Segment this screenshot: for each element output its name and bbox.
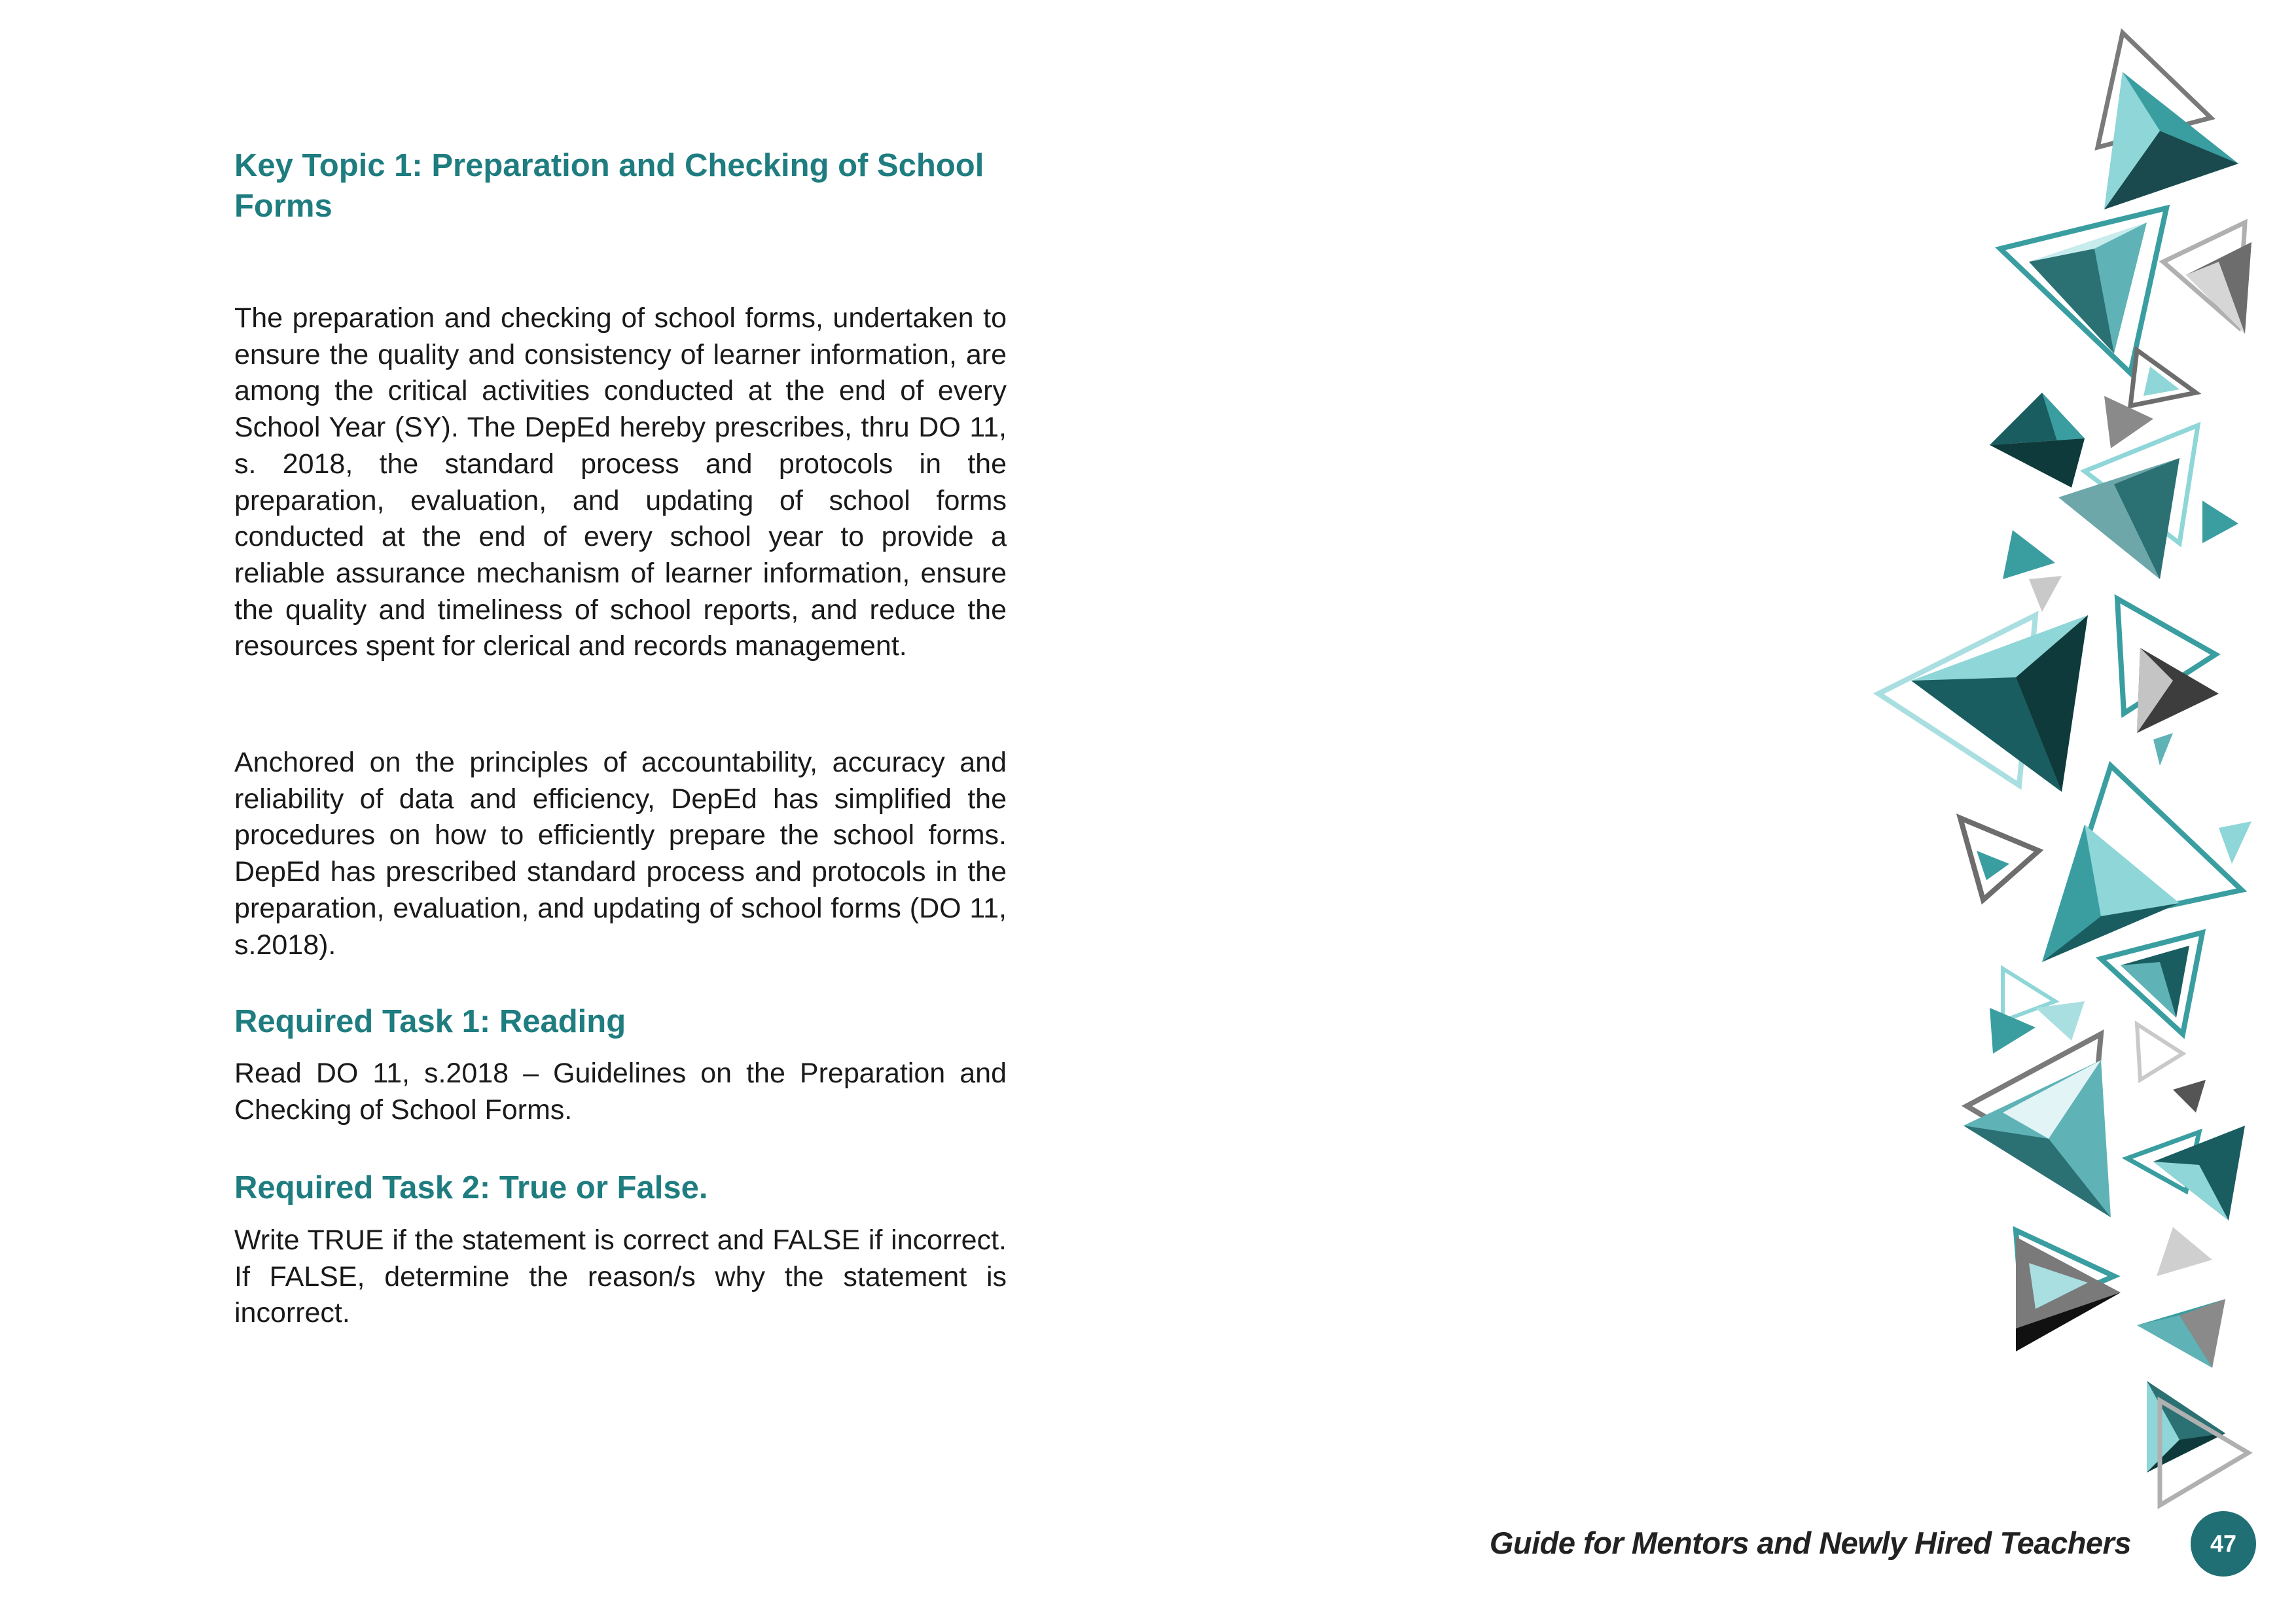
footer-guide-title: Guide for Mentors and Newly Hired Teachers [1489,1525,2131,1560]
task-1-heading: Required Task 1: Reading [234,1004,626,1039]
task-2-text: Write TRUE if the statement is correct and FALSE if incorrect. If FALSE, determine the reason/s why the statement is incorrect. [234,1224,1007,1329]
principles-paragraph: Anchored on the principles of accountability, accuracy and reliability of data and efficiency, DepEd has simplified the procedures on how to efficiently prepare the school forms. DepEd has prescribed standard process and protocols in the preparation, evaluation, and updating of school forms (DO 11, s.2018). [234,747,1007,961]
intro-paragraph: The preparation and checking of school forms, undertaken to ensure the quality and consistency of learner information, are among the critical activities conducted at the end of every School Year (SY). The DepEd hereby prescribes, thru DO 11, s. 2018, the standard process and protocols in the preparation, evaluation, and updating of school forms conducted at the end of every school year to provide a reliable assurance mechanism of learner information, ensure the quality and timeliness of school reports, and reduce the resources spent for clerical and records management. [234,302,1007,662]
task-2-heading: Required Task 2: True or False. [234,1170,708,1205]
task-1-text: Read DO 11, s.2018 – Guidelines on the Preparation and Checking of School Forms. [234,1058,1007,1126]
page-number-badge: 47 [2191,1511,2256,1577]
key-topic-title: Key Topic 1: Preparation and Checking of School Forms [234,148,984,224]
decorative-triangles [1846,0,2296,1531]
